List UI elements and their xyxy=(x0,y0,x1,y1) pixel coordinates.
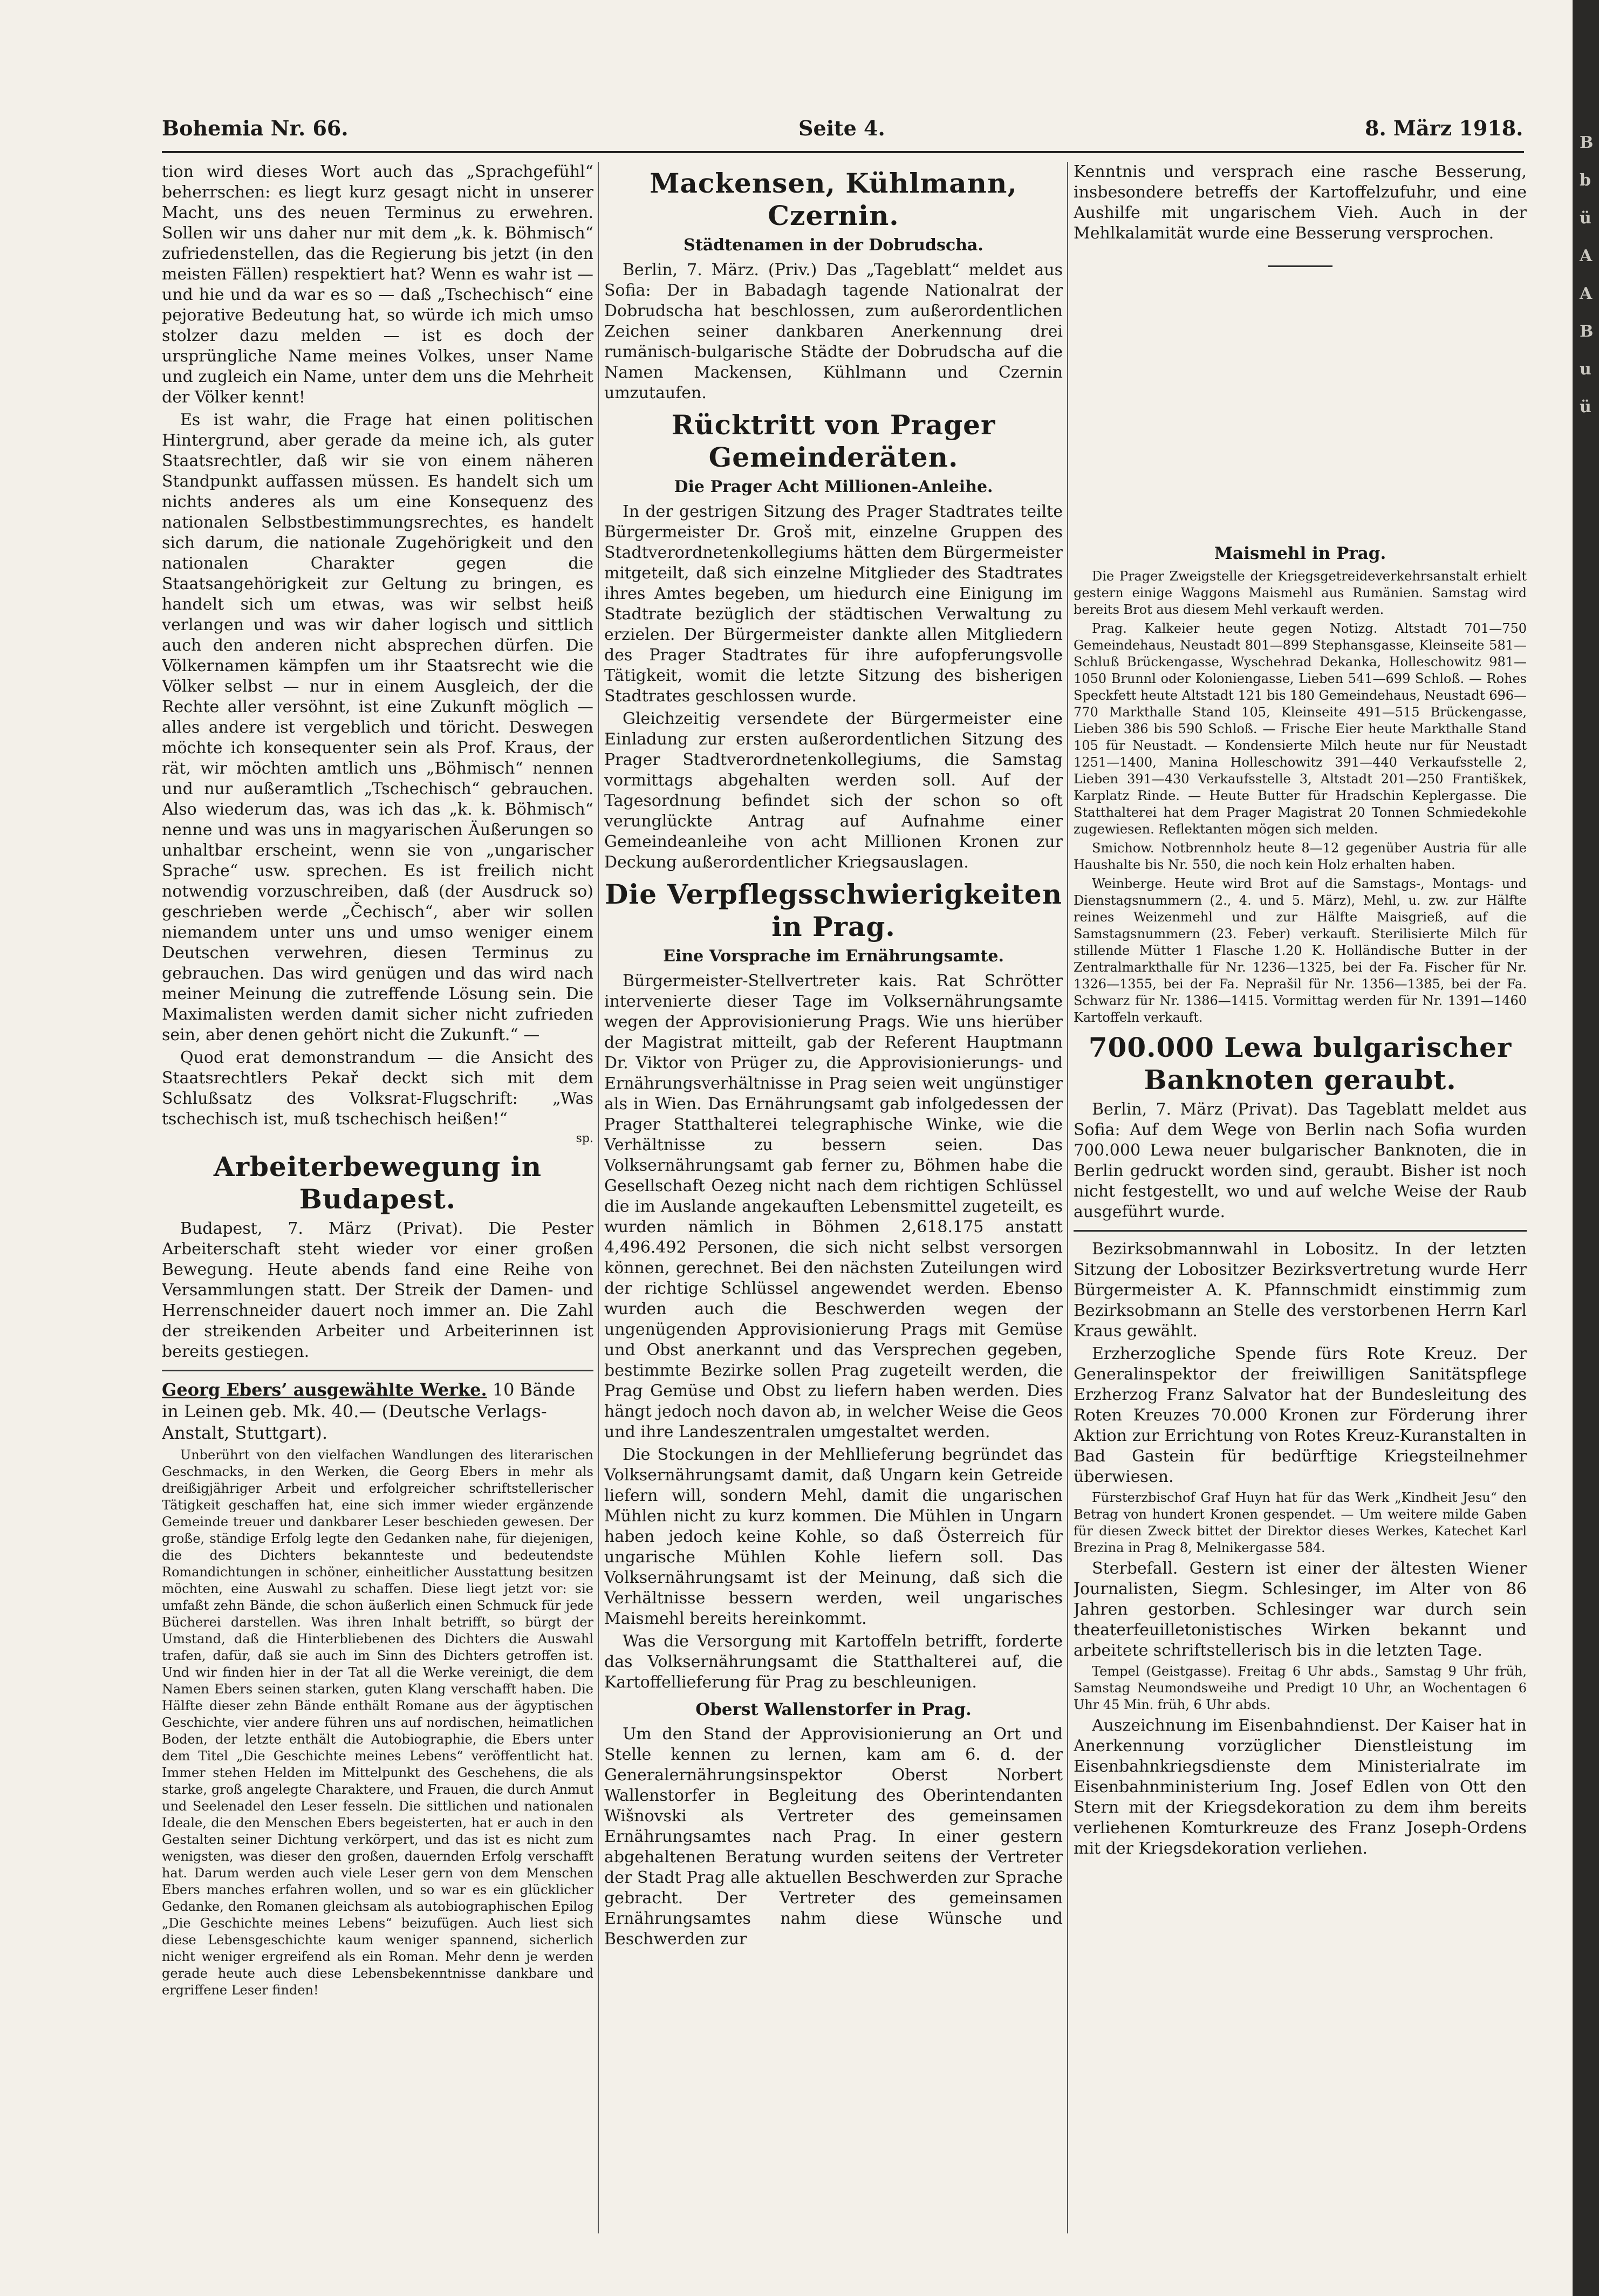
article-subhead: Die Prager Acht Millionen-Anleihe. xyxy=(674,477,993,496)
separator-rule xyxy=(1268,265,1332,267)
article-headline-maismehl: Maismehl in Prag. xyxy=(1214,544,1386,563)
book-review-text: Unberührt von den vielfachen Wandlungen des literarischen Geschmacks, in den Werken, die Georg Ebers in mehr als dreißigjähriger Arbeit und erfolgreicher schriftstellerischer Tätigkeit geschaffen hat, eine sich immer wieder ergänzende Gemeinde treuer und dankbarer Leser beschieden gewesen. Der große, ständige Erfolg legte den Gedanken nahe, für diejenigen, die des Dichters bekannteste und bedeutendste Romandichtungen in schöner, einheitlicher Ausstattung besitzen möchten, eine Auswahl zu schaffen. Diese liegt jetzt vor: sie umfaßt zehn Bände, die schon äußerlich einen Schmuck für jede Bücherei darstellen. Was ihren Inhalt betrifft, so bürgt der Umstand, daß die Hinterbliebenen des Dichters die Auswahl trafen, dafür, daß sie auch im Sinn des Dichters getroffen ist. Und wir finden hier in der Tat all die Werke vereinigt, die dem Namen Ebers seinen starken, guten Klang verschafft haben. Die Hälfte dieser zehn Bände enthält Romane aus der ägyptischen Geschichte, vier andere führen uns auf nordischen, heimatlichen Boden, der letzte enthält die Autobiographie, die Ebers unter dem Titel „Die Geschichte meines Lebens“ veröffentlicht hat. Immer stehen Helden im Mittelpunkt des Geschehens, die als starke, groß angelegte Charaktere, und Frauen, die durch Anmut und Seelenadel den Leser fesseln. Die sittlichen und nationalen Ideale, die den Menschen Ebers begeisterten, hat er auch in den Gestalten seiner Dichtung verkörpert, und das ist es nicht zum wenigsten, was dieser den großen, dauernden Erfolg verschafft hat. Darum werden auch viele Leser gern von dem Menschen Ebers manches erfahren wollen, und so war es ein glücklicher Gedanke, den Romanen gleichsam als autobiographischen Epilog „Die Geschichte meines Lebens“ beizufügen. Auch liest sich diese Lebensgeschichte kaum weniger spannend, sicherlich nicht weniger ergreifend als ein Roman. Mehr denn je werden gerade heute auch diese Lebensbekenntnisse dankbare und ergriffene Leser finden! xyxy=(162,1447,593,1998)
article-paragraph: Was die Versorgung mit Kartoffeln betrifft, forderte das Volksernährungsamt die Statthalterei auf, die Kartoffellieferung für Prag zu beschleunigen. xyxy=(604,1632,1063,1692)
article-paragraph: Berlin, 7. März (Privat). Das Tageblatt meldet aus Sofia: Auf dem Wege von Berlin nach Sofia wurden 700.000 Lewa neuer bulgarischer Banknoten, die in Berlin gedruckt worden sind, geraubt. Bisher ist noch nicht festgestellt, wo und auf welche Weise der Raub ausgeführt wurde. xyxy=(1074,1100,1527,1221)
article-headline-rucktritt: Rücktritt von Prager Gemeinderäten. xyxy=(671,409,996,473)
article-paragraph: Gleichzeitig versendete der Bürgermeister eine Einladung zur ersten außerordentlichen Sitzung des Prager Stadtverordnetenkollegiums, die Samstag vormittags abgehalten werden soll. Auf der Tagesordnung befindet sich der schon so oft verunglückte Antrag auf Aufnahme einer Gemeindeanleihe von acht Millionen Kronen zur Deckung außerordentlicher Kriegsauslagen. xyxy=(604,709,1063,872)
article-paragraph: Es ist wahr, die Frage hat einen politischen Hintergrund, aber gerade da meine ich, als guter Staatsrechtler, daß wir sie von einem näheren Standpunkt auffassen müssen. Es handelt sich um nichts anderes als um eine Konsequenz des nationalen Selbstbestimmungsrechtes, es handelt sich darum, die nationale Zugehörigkeit und den nationalen Charakter gegen die Staatsangehörigkeit zur Geltung zu bringen, es handelt sich um etwas, was wir selbst heiß verlangen und was wir daher logisch und sittlich auch den anderen nicht absprechen dürfen. Die Völkernamen kämpfen um ihr Staatsrecht wie die Völker selbst — nur in einem Ausgleich, der die Rechte aller versöhnt, ist eine Zukunft möglich — alles andere ist vergeblich und töricht. Deswegen möchte ich konsequenter sein als Prof. Kraus, der rät, wir möchten amtlich uns „Böhmisch“ nennen und nur außeramtlich „Tschechisch“ gebrauchen. Also wiederum das, was ich das „k. k. Böhmisch“ nenne und was uns in magyarischen Äußerungen so unhaltbar erscheint, wenn sie von „ungarischer Sprache“ usw. sprechen. Es ist freilich nicht notwendig vorzuschreiben, daß (der Ausdruck so) geschrieben werde „Čechisch“, aber wir sollen niemandem unter uns und umso weniger einem Deutschen verwehren, diesen Terminus zu gebrauchen. Das wird genügen und das wird nach meiner Meinung die zutreffende Lösung sein. Die Maximalisten werden damit sicher nicht zufrieden sein, aber denen gehört nicht die Zukunft.“ — xyxy=(162,411,593,1044)
news-notice: Sterbefall. Gestern ist einer der ältesten Wiener Journalisten, Siegm. Schlesinger, im Alter von 86 Jahren gestorben. Schlesinger war durch sein theaterfeuilletonistisches Wirken bekannt und arbeitete schriftstellerisch bis in die letzten Tage. xyxy=(1074,1559,1527,1660)
book-info: 10 Bände in Leinen geb. Mk. 40.— (Deutsche Verlags-Anstalt, Stuttgart). xyxy=(162,1379,576,1443)
news-notice: Bezirksobmannwahl in Lobositz. In der letzten Sitzung der Lobositzer Bezirksvertretung wurde Herr Bürgermeister A. K. Pfannschmidt einstimmig zum Bezirksobmann an Stelle des verstorbenen Herrn Karl Kraus gewählt. xyxy=(1074,1240,1527,1341)
article-headline-lewa: 700.000 Lewa bulgarischer Banknoten geraubt. xyxy=(1088,1031,1512,1096)
article-subhead: Eine Vorsprache im Ernährungsamte. xyxy=(663,947,1004,966)
article-paragraph: Quod erat demonstrandum — die Ansicht des Staatsrechtlers Pekař deckt sich mit dem Schlußsatz des Volksrat-Flugschrift: „Was tschechisch ist, muß tschechisch heißen!“ xyxy=(162,1048,593,1129)
section-rule xyxy=(1074,1230,1527,1232)
paper-name: Bohemia Nr. 66. xyxy=(162,116,348,140)
blank-space xyxy=(1074,289,1527,537)
adjacent-page-strip: B b ü A A B u ü xyxy=(1580,133,1594,416)
news-notice: Fürsterzbischof Graf Huyn hat für das Werk „Kindheit Jesu“ den Betrag von hundert Kronen gespendet. — Um weitere milde Gaben für diesen Zweck bittet der Direktor dieses Werkes, Katechet Karl Brezina in Prag 8, Melnikergasse 584. xyxy=(1074,1490,1527,1555)
article-paragraph: Bürgermeister-Stellvertreter kais. Rat Schrötter intervenierte dieser Tage im Volksernährungsamte wegen der Approvisionierung Prags. Wie uns hierüber der Magistrat mitteilt, gab der Referent Hauptmann Dr. Viktor von Prüger zu, die Approvisionierungs- und Ernährungsverhältnisse in Prag seien weit ungünstiger als in Wien. Das Ernährungsamt gab infolgedessen der Prager Statthalterei telegraphische Winke, wie die Verhältnisse zu bessern seien. Das Volksernährungsamt gab ferner zu, Böhmen habe die Gesellschaft Oezeg nicht nach dem richtigen Schlüssel die im Auslande angekauften Lebensmittel zugeteilt, es wurden nämlich in Böhmen 2,618.175 anstatt 4,496.492 Personen, die sich nicht selbst versorgen können, gerechnet. Bei den nächsten Zuteilungen wird der richtige Schlüssel angewendet werden. Ebenso wurden auch die Beschwerden wegen der ungenügenden Approvisionierung Prags mit Gemüse und Obst anerkannt und das Versprechen gegeben, bestimmte Bezirke sollen Prag zugeteilt werden, die Prag Gemüse und Obst zu liefern haben werden. Dies hängt jedoch noch davon ab, in welcher Weise die Geos und ihre Landeszentralen umgestaltet werden. xyxy=(604,972,1063,1441)
column-3 xyxy=(1074,162,1527,2233)
article-headline-verpfleg: Die Verpflegsschwierigkeiten in Prag. xyxy=(604,878,1063,942)
column-rule-2 xyxy=(1067,162,1068,2233)
article-subhead: Städtenamen in der Dobrudscha. xyxy=(684,236,983,255)
header-rule xyxy=(162,151,1524,153)
section-rule xyxy=(162,1370,593,1371)
author-signature: sp. xyxy=(576,1132,593,1145)
news-notice: Prag. Kalkeier heute gegen Notizg. Altstadt 701—750 Gemeindehaus, Neustadt 801—899 Stephansgasse, Kleinseite 581—Schluß Brückengasse, Wyschehrad Dekanka, Holleschowitz 981—1050 Brunnl oder Koloniengasse, Lieben 541—699 Schloß. — Rohes Speckfett heute Altstadt 121 bis 180 Gemeindehaus, Neustadt 696—770 Markthalle Stand 105, Kleinseite 491—515 Brückengasse, Lieben 386 bis 590 Schloß. — Frische Eier heute Markthalle Stand 105 für Neustadt. — Kondensierte Milch heute nur für Neustadt 1251—1400, Manina Holleschowitz 391—440 Verkaufsstelle 2, Lieben 391—430 Verkaufsstelle 3, Altstadt 201—250 Františkek, Karplatz Rinde. — Heute Butter für Hradschin Keplergasse. Die Statthalterei hat dem Prager Magistrat 20 Tonnen Schmiedekohle zugewiesen. Reflektanten mögen sich melden. xyxy=(1074,621,1527,837)
news-notice: Smichow. Notbrennholz heute 8—12 gegenüber Austria für alle Haushalte bis Nr. 550, die noch kein Holz erhalten haben. xyxy=(1074,840,1527,872)
article-paragraph: Berlin, 7. März. (Priv.) Das „Tageblatt“ meldet aus Sofia: Der in Babadagh tagende Nationalrat der Dobrudscha hat beschlossen, zum außerordentlichen Zeichen seiner dankbaren Anerkennung drei rumänisch-bulgarische Städte der Dobrudscha auf die Namen Mackensen, Kühlmann und Czernin umzutaufen. xyxy=(604,261,1063,402)
news-notice: Erzherzogliche Spende fürs Rote Kreuz. Der Generalinspektor der freiwilligen Sanitätspflege Erzherzog Franz Salvator hat der Bundesleitung des Roten Kreuzes 70.000 Kronen zur Förderung ihrer Aktion zur Errichtung von Rotes Kreuz-Kuranstalten in Bad Gastein für bedürftige Kriegsteilnehmer überwiesen. xyxy=(1074,1344,1527,1486)
book-review-heading xyxy=(162,1379,593,1444)
article-headline-mackensen: Mackensen, Kühlmann, Czernin. xyxy=(650,167,1017,231)
article-headline-arbeiter: Arbeiterbewegung in Budapest. xyxy=(213,1151,542,1215)
news-notice: Weinberge. Heute wird Brot auf die Samstags-, Montags- und Dienstagsnummern (2., 4. und 5. März), Mehl, u. zw. zur Hälfte reines Weizenmehl und zur Hälfte Maisgrieß, auf die Samstagsnummern (23. Feber) verkauft. Sterilisierte Milch für stillende Mütter 1 Flasche 1.20 K. Holländische Butter in der Zentralmarkthalle für Nr. 1236—1325, bei der Fa. Fischer für Nr. 1326—1355, bei der Fa. Neprašil für Nr. 1356—1385, bei der Fa. Schwarz für Nr. 1386—1415. Vormittag werden für Nr. 1391—1460 Kartoffeln verkauft. xyxy=(1074,876,1527,1025)
article-paragraph: Budapest, 7. März (Privat). Die Pester Arbeiterschaft steht wieder vor einer großen Bewegung. Heute abends fand eine Reihe von Versammlungen statt. Der Streik der Damen- und Herrenschneider dauert noch immer an. Die Zahl der streikenden Arbeiter und Arbeiterinnen ist bereits gestiegen. xyxy=(162,1219,593,1361)
column-rule-1 xyxy=(598,162,599,2233)
article-paragraph: Die Stockungen in der Mehllieferung begründet das Volksernährungsamt damit, daß Ungarn kein Getreide liefern will, sondern Mehl, damit die ungarischen Mühlen nicht zu kurz kommen. Die Mühlen in Ungarn haben jedoch keine Kohle, so daß Österreich für ungarische Mühlen Kohle liefern soll. Das Volksernährungsamt ist der Meinung, daß sich die Verhältnisse bessern werden, weil ungarisches Maismehl bereits hereinkommt. xyxy=(604,1445,1063,1628)
issue-date: 8. März 1918. xyxy=(1365,116,1523,140)
book-title: Georg Ebers’ ausgewählte Werke. xyxy=(162,1379,487,1400)
news-notice: Tempel (Geistgasse). Freitag 6 Uhr abds., Samstag 9 Uhr früh, Samstag Neumondsweihe und Predigt 10 Uhr, an Wochentagen 6 Uhr 45 Min. früh, 6 Uhr abds. xyxy=(1074,1664,1527,1712)
article-paragraph: In der gestrigen Sitzung des Prager Stadtrates teilte Bürgermeister Dr. Groš mit, einzelne Gruppen des Stadtverordnetenkollegiums hätten dem Bürgermeister mitgeteilt, daß sich einzelne Mitglieder des Stadtrates ihres Amtes begeben, um hiedurch eine Einigung im Stadtrate bezüglich der städtischen Verwaltung zu erzielen. Der Bürgermeister dankte allen Mitgliedern des Prager Stadtrates für ihre aufopferungsvolle Tätigkeit, womit die letzte Sitzung des bisherigen Stadtrates geschlossen wurde. xyxy=(604,502,1063,706)
article-paragraph: Kenntnis und versprach eine rasche Besserung, insbesondere betreffs der Kartoffelzufuhr, und eine Aushilfe mit ungarischem Vieh. Auch in der Mehlkalamität wurde eine Besserung versprochen. xyxy=(1074,162,1527,243)
page-number: Seite 4. xyxy=(798,116,885,140)
article-headline-oberst: Oberst Wallenstorfer in Prag. xyxy=(695,1700,972,1719)
news-notice: Die Prager Zweigstelle der Kriegsgetreideverkehrsanstalt erhielt gestern einige Waggons Maismehl aus Rumänien. Samstag wird bereits Brot aus diesem Mehl verkauft werden. xyxy=(1074,569,1527,617)
column-1 xyxy=(162,162,593,2233)
article-paragraph: tion wird dieses Wort auch das „Sprachgefühl“ beherrschen: es liegt kurz gesagt nicht in unserer Macht, uns des neuen Terminus zu erwehren. Sollen wir uns daher nur mit dem „k. k. Böhmisch“ zufriedenstellen, das die Regierung bis jetzt (in den meisten Fällen) respektiert hat? Wenn es wahr ist — und hie und da war es so — daß „Tschechisch“ eine pejorative Bedeutung hat, so würde ich mich umso stolzer dazu melden — ist es doch der ursprüngliche Name meines Volkes, unser Name und zugleich ein Name, unter dem uns die Mehrheit der Völker kennt! xyxy=(162,162,593,407)
article-paragraph: Um den Stand der Approvisionierung an Ort und Stelle kennen zu lernen, kam am 6. d. der Generalernährungsinspektor Oberst Norbert Wallenstorfer in Begleitung des Oberintendanten Wišnovski als Vertreter des gemeinsamen Ernährungsamtes nach Prag. In einer gestern abgehaltenen Beratung wurden seitens der Vertreter der Stadt Prag alle aktuellen Beschwerden zur Sprache gebracht. Der Vertreter des gemeinsamen Ernährungsamtes nahm diese Wünsche und Beschwerden zur xyxy=(604,1725,1063,1949)
news-notice: Auszeichnung im Eisenbahndienst. Der Kaiser hat in Anerkennung vorzüglicher Dienstleistung im Eisenbahnkriegsdienste dem Ministerialrate im Eisenbahnministerium Ing. Josef Edlen von Ott den Stern mit der Kriegsdekoration zu dem ihm bereits verliehenen Komturkreuze des Franz Joseph-Ordens mit der Kriegsdekoration verliehen. xyxy=(1074,1716,1527,1858)
column-2 xyxy=(604,162,1063,2233)
